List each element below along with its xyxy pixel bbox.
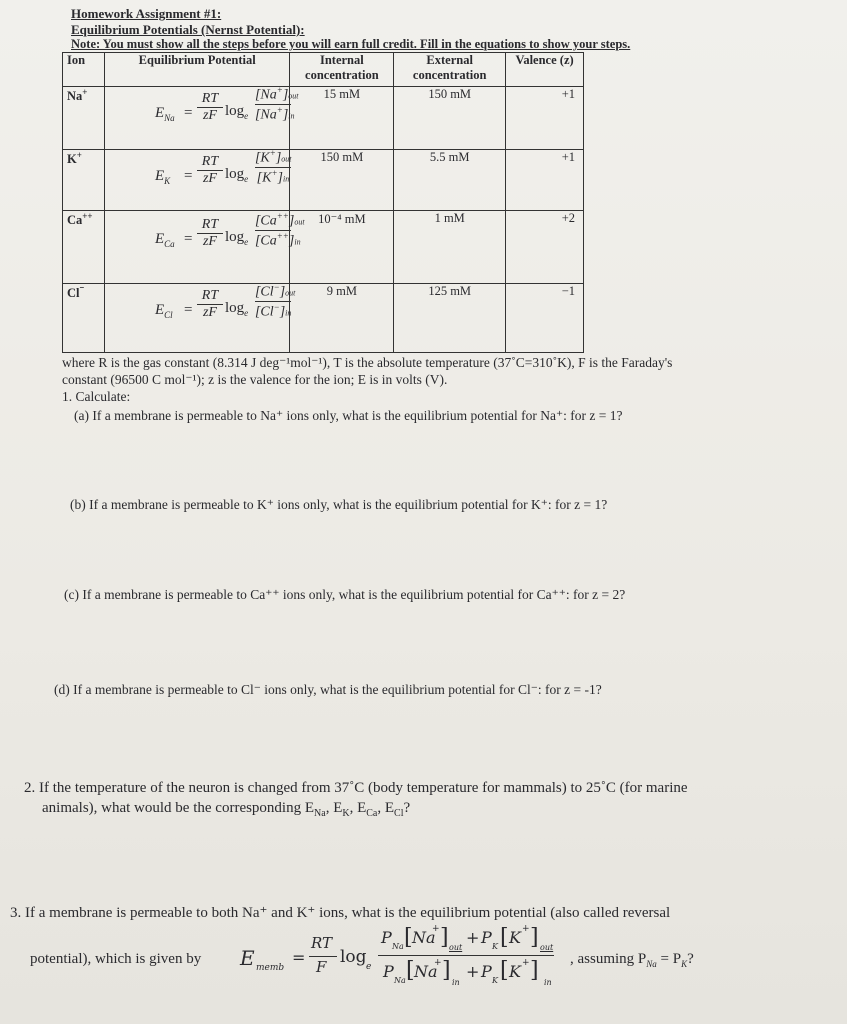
- header-external: External concentration: [394, 53, 506, 87]
- valence: +2: [506, 211, 584, 284]
- den-p-na: P: [383, 962, 394, 981]
- question-1d: (d) If a membrane is permeable to Cl⁻ ions only, what is the equilibrium potential for Cl⁻: for z = -1?: [54, 682, 602, 697]
- num-bracket-close-2: ]: [530, 925, 539, 950]
- num-bracket-open-1: [: [404, 925, 413, 950]
- den-p-k-sub: K: [492, 976, 498, 985]
- formula-f: F: [316, 958, 327, 976]
- table-row: [63, 284, 584, 353]
- question-1b: (b) If a membrane is permeable to K⁺ ions only, what is the equilibrium potential for K⁺: for z = 1?: [70, 497, 608, 512]
- ion-cell: K+: [63, 150, 105, 211]
- num-out-1: out: [449, 943, 463, 952]
- nernst-table: [62, 52, 584, 353]
- valence: +1: [506, 150, 584, 211]
- den-k-charge: +: [522, 958, 530, 968]
- question-2-line-1: 2. If the temperature of the neuron is changed from 37˚C (body temperature for mammals) to 25˚C (for marine: [24, 780, 688, 796]
- den-na-charge: +: [434, 958, 442, 968]
- q2-sub-ca: Ca: [366, 808, 378, 819]
- den-k-ion: K: [509, 962, 521, 981]
- ion-ratio: [K+]out [K+]in: [254, 148, 292, 186]
- internal-concentration: 15 mM: [290, 87, 394, 150]
- internal-concentration: 10⁻⁴ mM: [290, 211, 394, 284]
- formula-log: log: [340, 947, 367, 967]
- assignment-title: Homework Assignment #1:: [71, 6, 222, 21]
- table-row: [63, 150, 584, 211]
- equation-equals: =: [183, 168, 193, 184]
- equation-cell: [104, 282, 296, 353]
- external-concentration: 1 mM: [394, 211, 506, 284]
- internal-concentration: 150 mM: [290, 150, 394, 211]
- equation-e: $E_{Ca}$: [154, 231, 175, 249]
- den-p-k: P: [481, 962, 492, 981]
- equation-equals: =: [183, 302, 193, 318]
- table-row: [63, 211, 584, 284]
- formula-rt-line: [309, 956, 337, 957]
- table-row: [63, 87, 584, 150]
- rt-over-zf: $\frac{RT}{zF}$: [197, 91, 223, 124]
- num-out-2: out: [540, 943, 554, 952]
- num-na-charge: +: [432, 924, 440, 934]
- constants-line-2: constant (96500 C mol⁻¹); z is the valence for the ion; E is in volts (V).: [62, 372, 448, 387]
- equation-e: $E_K$: [154, 168, 171, 186]
- num-bracket-open-2: [: [500, 925, 509, 950]
- question-3-line-2: potential), which is given by: [30, 951, 202, 967]
- header-ion: Ion: [63, 53, 105, 87]
- q2-sub-k: K: [342, 808, 350, 819]
- rt-over-zf: $\frac{RT}{zF}$: [197, 154, 223, 187]
- rt-over-zf: $\frac{RT}{zF}$: [197, 217, 223, 250]
- den-in-1: in: [452, 978, 460, 987]
- question-3-line-1: 3. If a membrane is permeable to both Na⁺ and K⁺ ions, what is the equilibrium potential (also called reversal: [10, 905, 671, 921]
- constants-line-1: where R is the gas constant (8.314 J deg⁻¹mol⁻¹), T is the absolute temperature (37˚C=310˚K), F is the Faraday's: [62, 355, 673, 370]
- den-na-ion: Na: [414, 962, 438, 981]
- den-in-2: in: [544, 978, 552, 987]
- question-1c: (c) If a membrane is permeable to Ca⁺⁺ ions only, what is the equilibrium potential for Ca⁺⁺: for z = 2?: [64, 587, 626, 602]
- question-2-line-2: animals), what would be the corresponding $E_{Na}$, $E_K$, $E_{Ca}$, $E_{Cl}$?: [42, 800, 411, 819]
- formula-e: E: [240, 946, 255, 970]
- rt-over-zf: $\frac{RT}{zF}$: [197, 288, 223, 321]
- ion-cell: Na+: [63, 87, 105, 150]
- formula-rt: RT: [311, 934, 333, 952]
- ion-ratio: [Ca++]out [Ca++]in: [254, 211, 305, 249]
- den-bracket-open-2: [: [500, 958, 509, 983]
- equation-equals: =: [183, 231, 193, 247]
- equation-log: $\log_e$: [224, 166, 249, 184]
- num-p-na: P: [381, 928, 392, 947]
- formula-log-base: e: [366, 962, 372, 972]
- equation-cell: [104, 211, 305, 284]
- valence: −1: [506, 284, 584, 353]
- formula-equals: =: [292, 948, 306, 967]
- question-1-label: 1. Calculate:: [62, 389, 131, 404]
- den-bracket-close-2: ]: [530, 958, 539, 983]
- num-na-ion: Na: [412, 928, 436, 947]
- equation-cell: [104, 148, 292, 211]
- q2-sub-na: Na: [314, 808, 326, 819]
- equation-e: $E_{Na}$: [154, 105, 175, 123]
- valence: +1: [506, 87, 584, 150]
- equation-equals: =: [183, 105, 193, 121]
- header-potential: Equilibrium Potential: [104, 53, 289, 87]
- equation-log: $\log_e$: [224, 300, 249, 318]
- num-k-ion: K: [509, 928, 521, 947]
- formula-e-sub: memb: [256, 963, 285, 973]
- assumption-text: , assuming $P_{Na} = P_K$?: [570, 951, 694, 969]
- ion-ratio: [Na+]out [Na+]in: [254, 85, 299, 123]
- header-valence: Valence (z): [506, 53, 584, 87]
- assignment-subtitle: Equilibrium Potentials (Nernst Potential):: [71, 22, 305, 37]
- ion-cell: Ca++: [63, 211, 105, 284]
- q2-sub-cl: Cl: [394, 808, 404, 819]
- external-concentration: 125 mM: [394, 284, 506, 353]
- num-p-k-sub: K: [492, 942, 498, 951]
- equation-log: $\log_e$: [224, 103, 249, 121]
- den-plus: +: [466, 962, 480, 981]
- den-p-na-sub: Na: [394, 976, 406, 985]
- equation-cell: [104, 85, 299, 150]
- external-concentration: 150 mM: [394, 87, 506, 150]
- equation-e: $E_{Cl}$: [154, 302, 173, 320]
- formula-main-fraction-line: [378, 955, 554, 956]
- ion-ratio: [Cl−]out [Cl−]in: [254, 282, 296, 320]
- num-k-charge: +: [522, 924, 530, 934]
- header-internal: Internal concentration: [290, 53, 394, 87]
- den-bracket-open-1: [: [406, 958, 415, 983]
- external-concentration: 5.5 mM: [394, 150, 506, 211]
- instruction-note: Note: You must show all the steps before you will earn full credit. Fill in the equations to show your steps.: [71, 37, 631, 51]
- num-plus: +: [466, 928, 480, 947]
- num-p-na-sub: Na: [392, 942, 404, 951]
- equation-log: $\log_e$: [224, 229, 249, 247]
- num-p-k: P: [481, 928, 492, 947]
- internal-concentration: 9 mM: [290, 284, 394, 353]
- num-bracket-close-1: ]: [440, 925, 449, 950]
- question-1a: (a) If a membrane is permeable to Na⁺ ions only, what is the equilibrium potential for Na⁺: for z = 1?: [74, 408, 623, 423]
- ion-cell: Cl⁻: [63, 284, 105, 353]
- den-bracket-close-1: ]: [442, 958, 451, 983]
